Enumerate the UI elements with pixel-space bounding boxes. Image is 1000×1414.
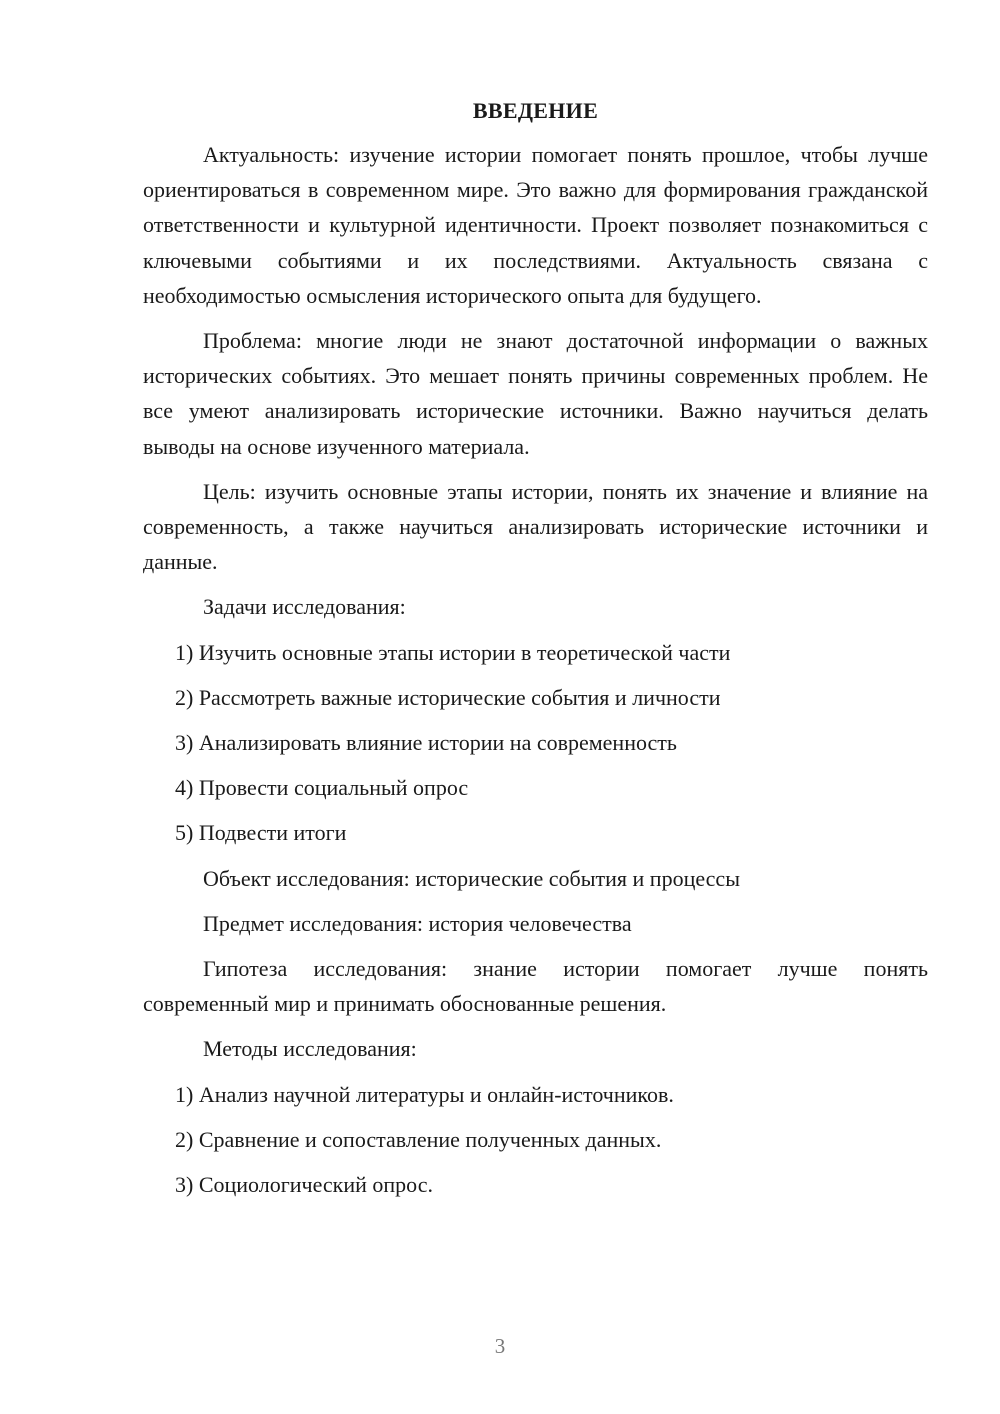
task-item: 1) Изучить основные этапы истории в теоретической части [175, 639, 731, 665]
tasks-heading: Задачи исследования: [203, 594, 406, 620]
page-title: ВВЕДЕНИЕ [472, 98, 599, 123]
task-item: 2) Рассмотреть важные исторические события и личности [175, 684, 721, 710]
methods-heading: Методы исследования: [203, 1036, 417, 1062]
page-number: 3 [494, 1334, 506, 1358]
object-line: Объект исследования: исторические события и процессы [203, 865, 740, 891]
method-item: 2) Сравнение и сопоставление полученных данных. [175, 1126, 662, 1152]
method-item: 1) Анализ научной литературы и онлайн-источников. [175, 1081, 674, 1107]
method-item: 3) Социологический опрос. [175, 1172, 433, 1198]
page-content [143, 96, 928, 1212]
subject-line: Предмет исследования: история человечества [203, 910, 632, 936]
relevance-paragraph: Актуальность: изучение истории помогает понять прошлое, чтобы лучше ориентироваться в современном мире. Это важно для формирования гражданской ответственности и культурной идентичности. Проект позволяет познакомиться с ключевыми событиями и их последствиями. Актуальность связана с необходимостью осмысления исторического опыта для будущего. [143, 142, 928, 308]
hypothesis-paragraph: Гипотеза исследования: знание истории помогает лучше понять современный мир и принимать обоснованные решения. [143, 956, 928, 1017]
problem-paragraph: Проблема: многие люди не знают достаточной информации о важных исторических событиях. Это мешает понять причины современных проблем. Не все умеют анализировать исторические источники. Важно научиться делать выводы на основе изученного материала. [143, 328, 928, 459]
task-item: 4) Провести социальный опрос [175, 775, 469, 801]
task-item: 5) Подвести итоги [175, 820, 347, 846]
goal-paragraph: Цель: изучить основные этапы истории, понять их значение и влияние на современность, а также научиться анализировать исторические источники и данные. [143, 478, 928, 575]
task-item: 3) Анализировать влияние истории на современность [175, 730, 677, 756]
